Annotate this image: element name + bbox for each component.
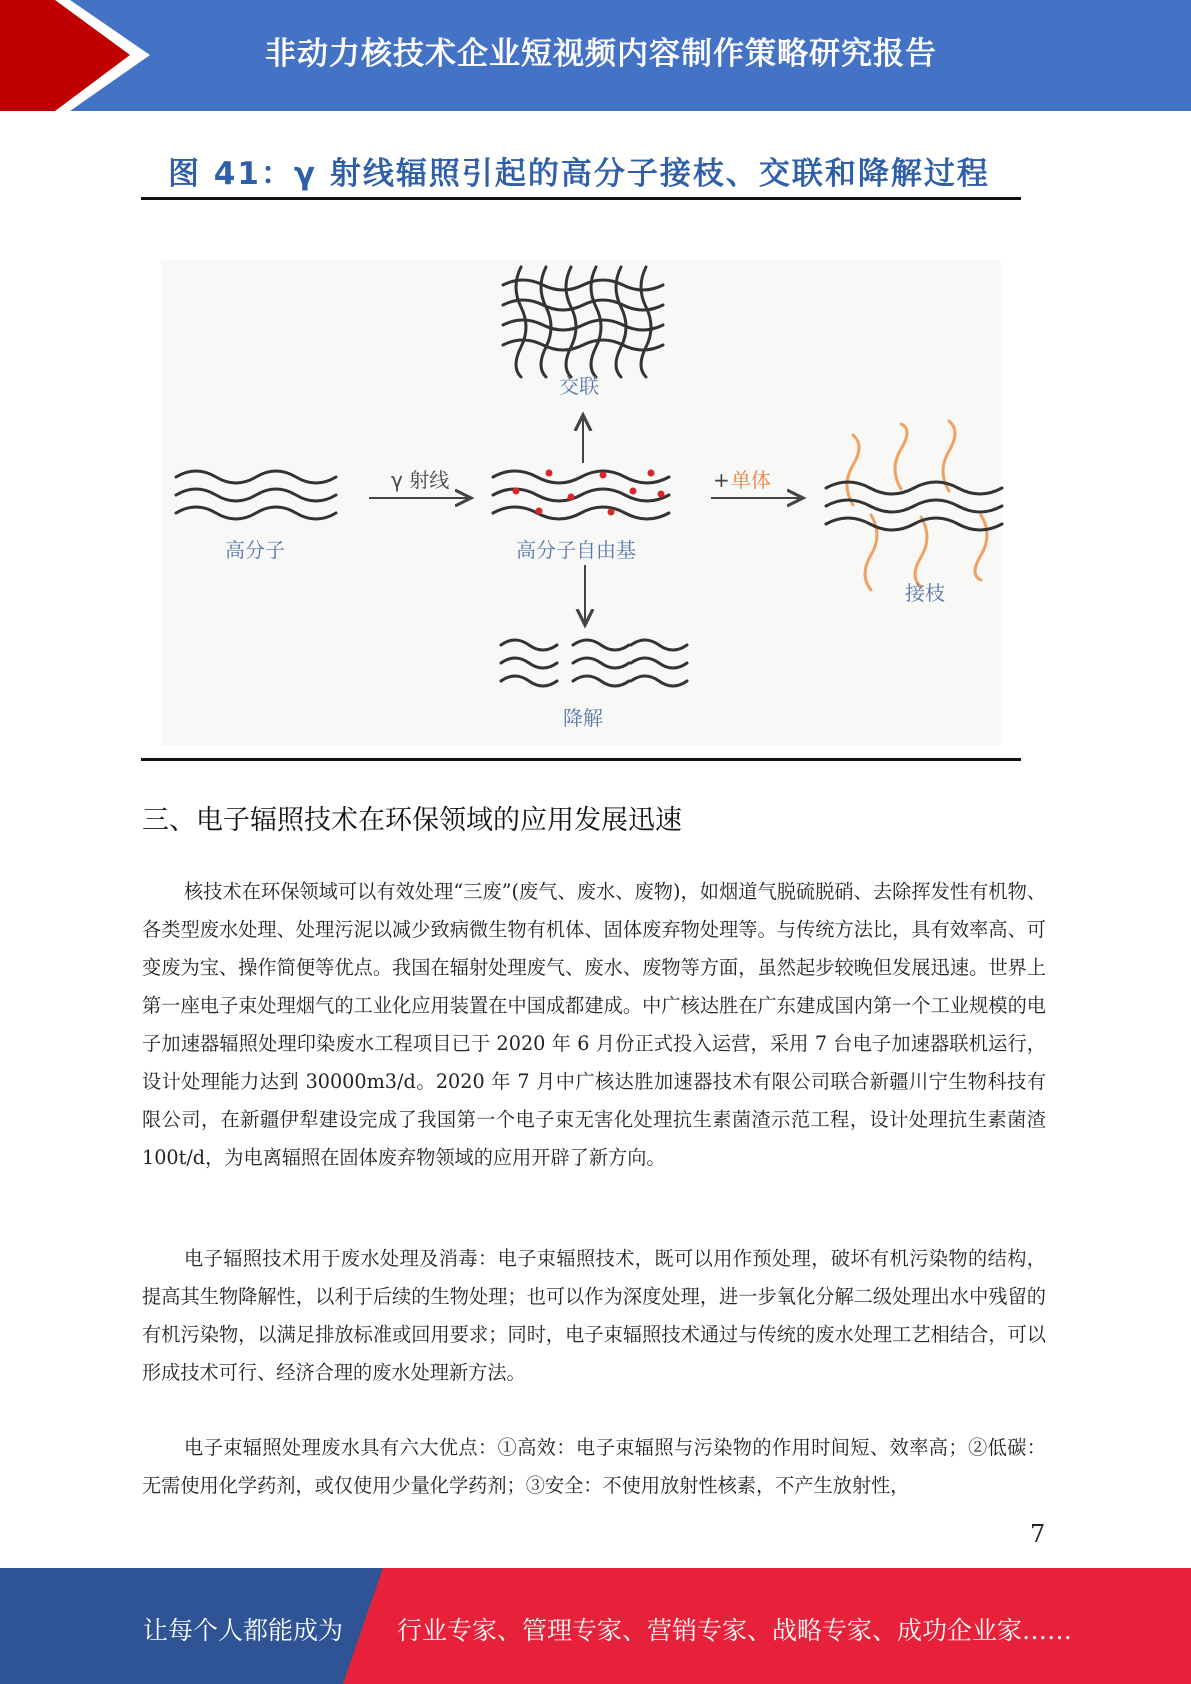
page-footer <box>0 1568 1191 1684</box>
label-graft: 接枝 <box>905 581 945 605</box>
page-header <box>0 0 1191 111</box>
footer-slogan-right: 行业专家、管理专家、营销专家、战略专家、成功企业家…… <box>397 1616 1073 1645</box>
figure-top-rule <box>141 197 1021 200</box>
report-title: 非动力核技术企业短视频内容制作策略研究报告 <box>265 36 937 72</box>
paragraph-3: 电子束辐照处理废水具有六大优点：①高效：电子束辐照与污染物的作用时间短、效率高；②低碳：无需使用化学药剂，或仅使用少量化学药剂；③安全：不使用放射性核素，不产生放射性， <box>142 1436 1046 1497</box>
paragraph-1: 核技术在环保领域可以有效处理“三废”(废气、废水、废物)，如烟道气脱硫脱硝、去除挥发性有机物、各类型废水处理、处理污泥以减少致病微生物有机体、固体废弃物处理等。与传统方法比，具有效率高、可变废为宝、操作简便等优点。我国在辐射处理废气、废水、废物等方面，虽然起步较晚但发展迅速。世界上第一座电子束处理烟气的工业化应用装置在中国成都建成。中广核达胜在广东建成国内第一个工业规模的电子加速器辐照处理印染废水工程项目已于 2020 年 6 月份正式投入运营，采用 7 台电子加速器联机运行，设计处理能力达到 30000m3/d。2020 年 7 月中广核达胜加速器技术有限公司联合新疆川宁生物科技有限公司，在新疆伊犁建设完成了我国第一个电子束无害化处理抗生素菌渣示范工程，设计处理抗生素菌渣 100t/d，为电离辐照在固体废弃物领域的应用开辟了新方向。 <box>142 880 1046 1169</box>
figure-title: 图 41：γ 射线辐照引起的高分子接枝、交联和降解过程 <box>168 156 990 192</box>
figure-bottom-rule <box>141 758 1021 761</box>
page-number: 7 <box>1030 1520 1046 1548</box>
label-monomer: 单体 <box>731 468 771 492</box>
label-crosslink: 交联 <box>559 374 599 398</box>
label-radical: 高分子自由基 <box>516 538 636 562</box>
polymer-radiation-diagram <box>141 205 1021 755</box>
label-polymer: 高分子 <box>225 538 285 562</box>
chevron-arrow-icon <box>0 0 160 111</box>
label-degrade: 降解 <box>563 706 603 730</box>
label-plus: + <box>713 468 730 492</box>
section-heading: 三、电子辐照技术在环保领域的应用发展迅速 <box>142 805 682 836</box>
footer-slogan-left: 让每个人都能成为 <box>143 1616 344 1645</box>
diagram-background <box>161 260 1001 745</box>
paragraph-2: 电子辐照技术用于废水处理及消毒：电子束辐照技术，既可以用作预处理，破坏有机污染物的结构，提高其生物降解性，以利于后续的生物处理；也可以作为深度处理，进一步氧化分解二级处理出水中残留的有机污染物，以满足排放标准或回用要求；同时，电子束辐照技术通过与传统的废水处理工艺相结合，可以形成技术可行、经济合理的废水处理新方法。 <box>142 1247 1046 1384</box>
label-gamma: γ 射线 <box>391 468 450 492</box>
